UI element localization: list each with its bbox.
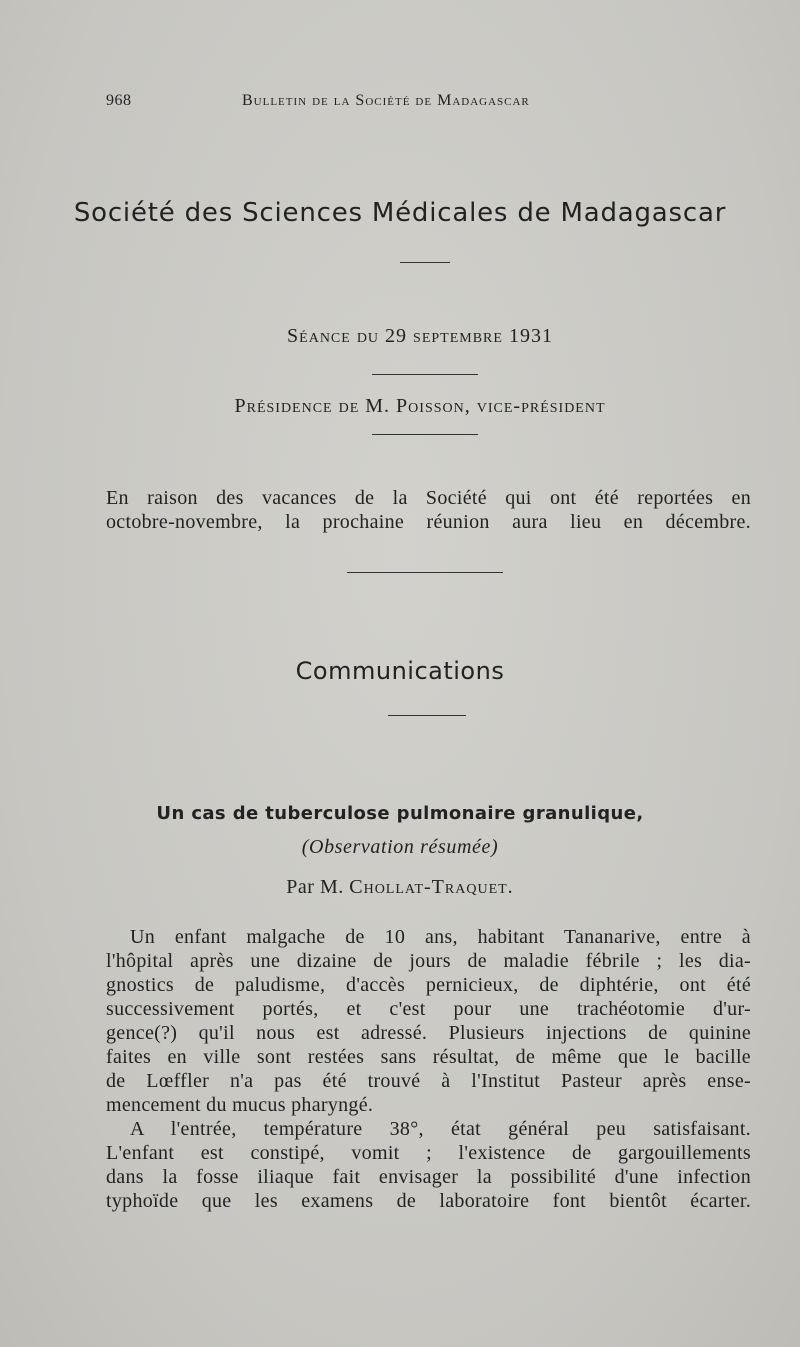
text-line: En raison des vacances de la Société qui ont été reportées en [106,487,751,509]
article-byline [0,876,800,899]
divider-rule [372,374,478,375]
byline-prefix: Par M. [286,876,344,898]
divider-rule [400,262,450,263]
article-title: Un cas de tuberculose pulmonaire granulique, [156,803,644,824]
text-line: Un enfant malgache de 10 ans, habitant Tananarive, entre à [130,926,751,948]
text-line: gnostics de paludisme, d'accès pernicieux, de diphtérie, ont été [106,974,751,996]
divider-rule [388,715,466,716]
text-line: L'enfant est constipé, vomit ; l'existence de gargouillements [106,1142,751,1164]
seance-line: Séance du 29 septembre 1931 [287,325,553,347]
page-number: 968 [106,92,132,109]
text-line: de Lœffler n'a pas été trouvé à l'Institut Pasteur après ense- [106,1070,751,1092]
article-subtitle: (Observation résumée) [301,836,499,858]
presidence-line: Présidence de M. Poisson, vice-président [234,395,606,417]
communications-heading: Communications [295,657,505,685]
divider-rule [347,572,503,573]
text-line: gence(?) qu'il nous est adressé. Plusieurs injections de quinine [106,1022,751,1044]
notice-paragraph [106,486,751,534]
text-line: typhoïde que les examens de laboratoire font bientôt écarter. [106,1190,751,1212]
article-body [106,925,751,1213]
text-line: faites en ville sont restées sans résultat, de même que le bacille [106,1046,751,1068]
text-line: dans la fosse iliaque fait envisager la possibilité d'une infection [106,1166,751,1188]
text-line: l'hôpital après une dizaine de jours de maladie fébrile ; les dia- [106,950,751,972]
divider-rule [372,434,478,435]
society-title: Société des Sciences Médicales de Madagascar [73,198,727,228]
running-head [106,92,646,118]
text-line: mencement du mucus pharyngé. [106,1094,374,1116]
text-line: A l'entrée, température 38°, état général peu satisfaisant. [130,1118,751,1140]
text-line: octobre-novembre, la prochaine réunion aura lieu en décembre. [106,511,751,533]
text-line: successivement portés, et c'est pour une trachéotomie d'ur- [106,998,751,1020]
running-title: Bulletin de la Société de Madagascar [242,92,530,109]
author-name: Chollat-Traquet. [349,876,514,898]
